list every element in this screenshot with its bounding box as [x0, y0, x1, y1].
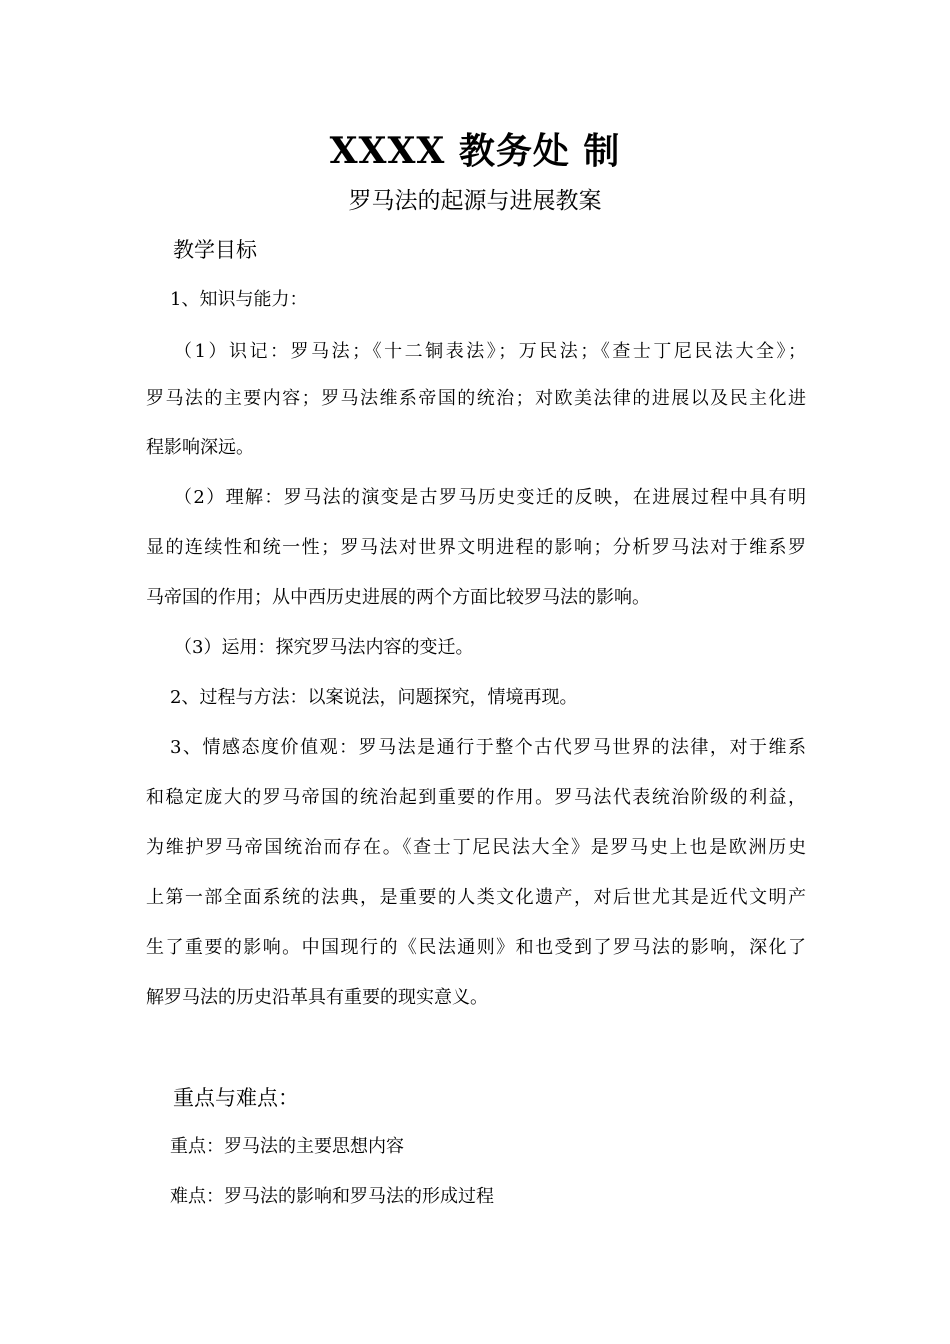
recall-line-3: 程影响深远。 [146, 437, 254, 458]
emotion-line-1: 3、情感态度价值观：罗马法是通行于整个古代罗马世界的法律，对于维系 [170, 737, 806, 758]
key-point-line: 重点：罗马法的主要思想内容 [170, 1136, 404, 1157]
apply-line: （3）运用：探究罗马法内容的变迁。 [174, 637, 474, 658]
section-heading-objectives: 教学目标 [173, 238, 257, 262]
emotion-line-4: 上第一部全面系统的法典，是重要的人类文化遗产，对后世尤其是近代文明产 [146, 887, 806, 908]
understand-line-1: （2）理解：罗马法的演变是古罗马历史变迁的反映，在进展过程中具有明 [174, 487, 806, 508]
section-heading-key-points: 重点与难点： [173, 1086, 299, 1110]
emotion-line-6: 解罗马法的历史沿革具有重要的现实意义。 [146, 987, 488, 1008]
understand-line-2: 显的连续性和统一性；罗马法对世界文明进程的影响；分析罗马法对于维系罗 [146, 537, 806, 558]
header-title: XXXX 教务处 制 [329, 130, 621, 172]
recall-line-1: （1）识记：罗马法；《十二铜表法》；万民法；《查士丁尼民法大全》； [174, 341, 806, 362]
process-method-line: 2、过程与方法：以案说法，问题探究，情境再现。 [170, 687, 578, 708]
difficult-point-line: 难点：罗马法的影响和罗马法的形成过程 [170, 1186, 494, 1207]
objective-knowledge-heading: 1、知识与能力： [170, 289, 308, 310]
emotion-line-5: 生了重要的影响。中国现行的《民法通则》和也受到了罗马法的影响，深化了 [146, 937, 806, 958]
emotion-line-2: 和稳定庞大的罗马帝国的统治起到重要的作用。罗马法代表统治阶级的利益， [146, 787, 806, 808]
emotion-line-3: 为维护罗马帝国统治而存在。《查士丁尼民法大全》是罗马史上也是欧洲历史 [146, 837, 806, 858]
understand-line-3: 马帝国的作用；从中西历史进展的两个方面比较罗马法的影响。 [146, 587, 650, 608]
document-title: 罗马法的起源与进展教案 [348, 188, 602, 214]
recall-line-2: 罗马法的主要内容；罗马法维系帝国的统治；对欧美法律的进展以及民主化进 [146, 388, 806, 409]
